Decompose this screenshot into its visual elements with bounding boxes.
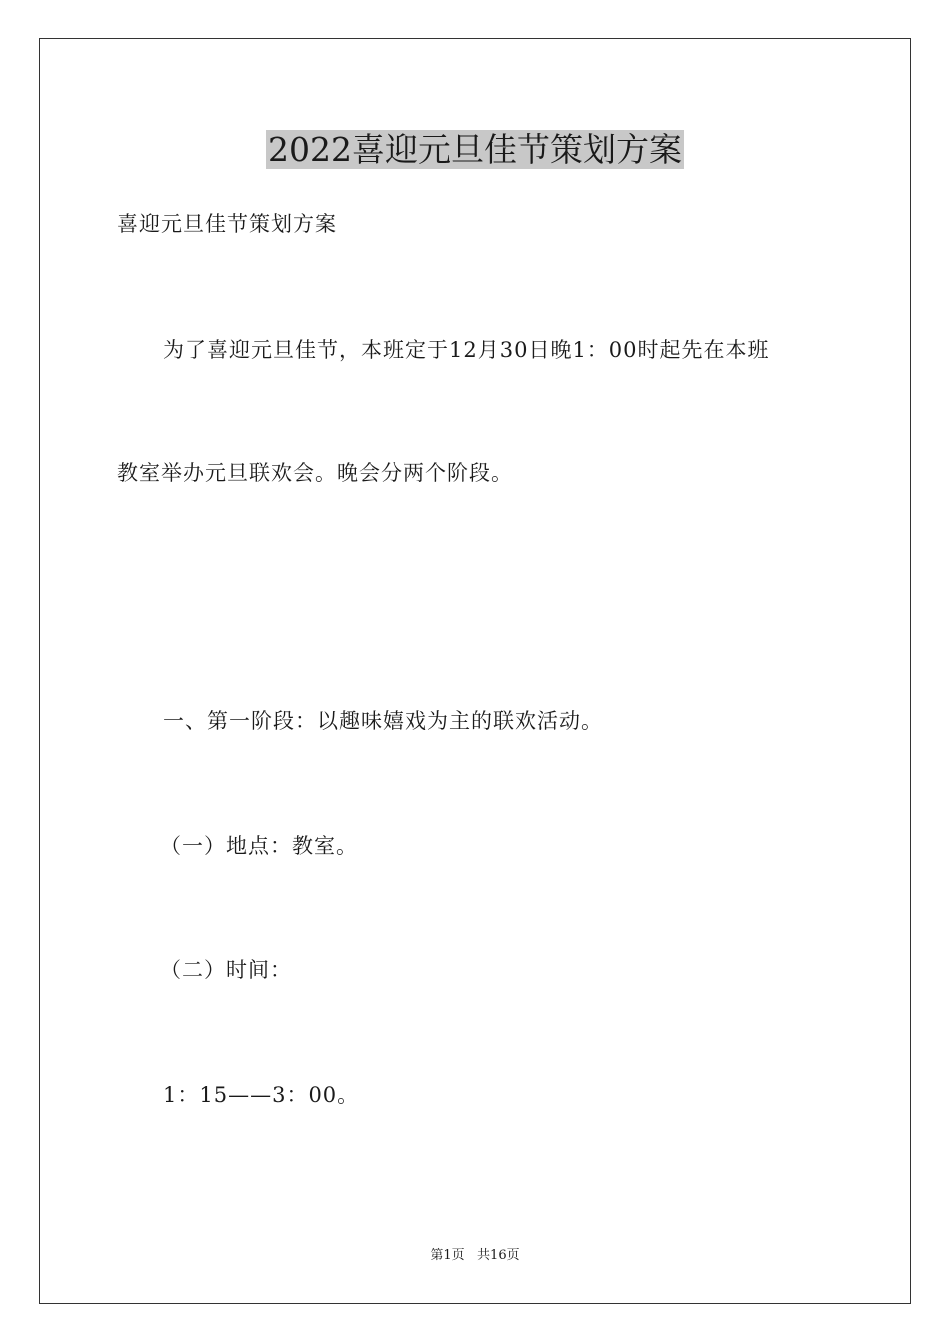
page-footer: 第1页 共16页 xyxy=(430,1248,520,1263)
document-title xyxy=(0,124,950,176)
item-time-range: 1：15——3：00。 xyxy=(163,1083,360,1107)
paragraph-subtitle: 喜迎元旦佳节策划方案 xyxy=(117,212,337,236)
paragraph-intro-line-1: 为了喜迎元旦佳节，本班定于12月30日晚1：00时起先在本班 xyxy=(163,338,770,362)
item-location: （一）地点：教室。 xyxy=(160,834,358,858)
document-title-text: 2022喜迎元旦佳节策划方案 xyxy=(268,130,682,169)
paragraph-intro-line-2: 教室举办元旦联欢会。晚会分两个阶段。 xyxy=(117,461,513,485)
section-heading-stage-one: 一、第一阶段：以趣味嬉戏为主的联欢活动。 xyxy=(163,709,603,733)
item-time: （二）时间： xyxy=(160,958,292,982)
